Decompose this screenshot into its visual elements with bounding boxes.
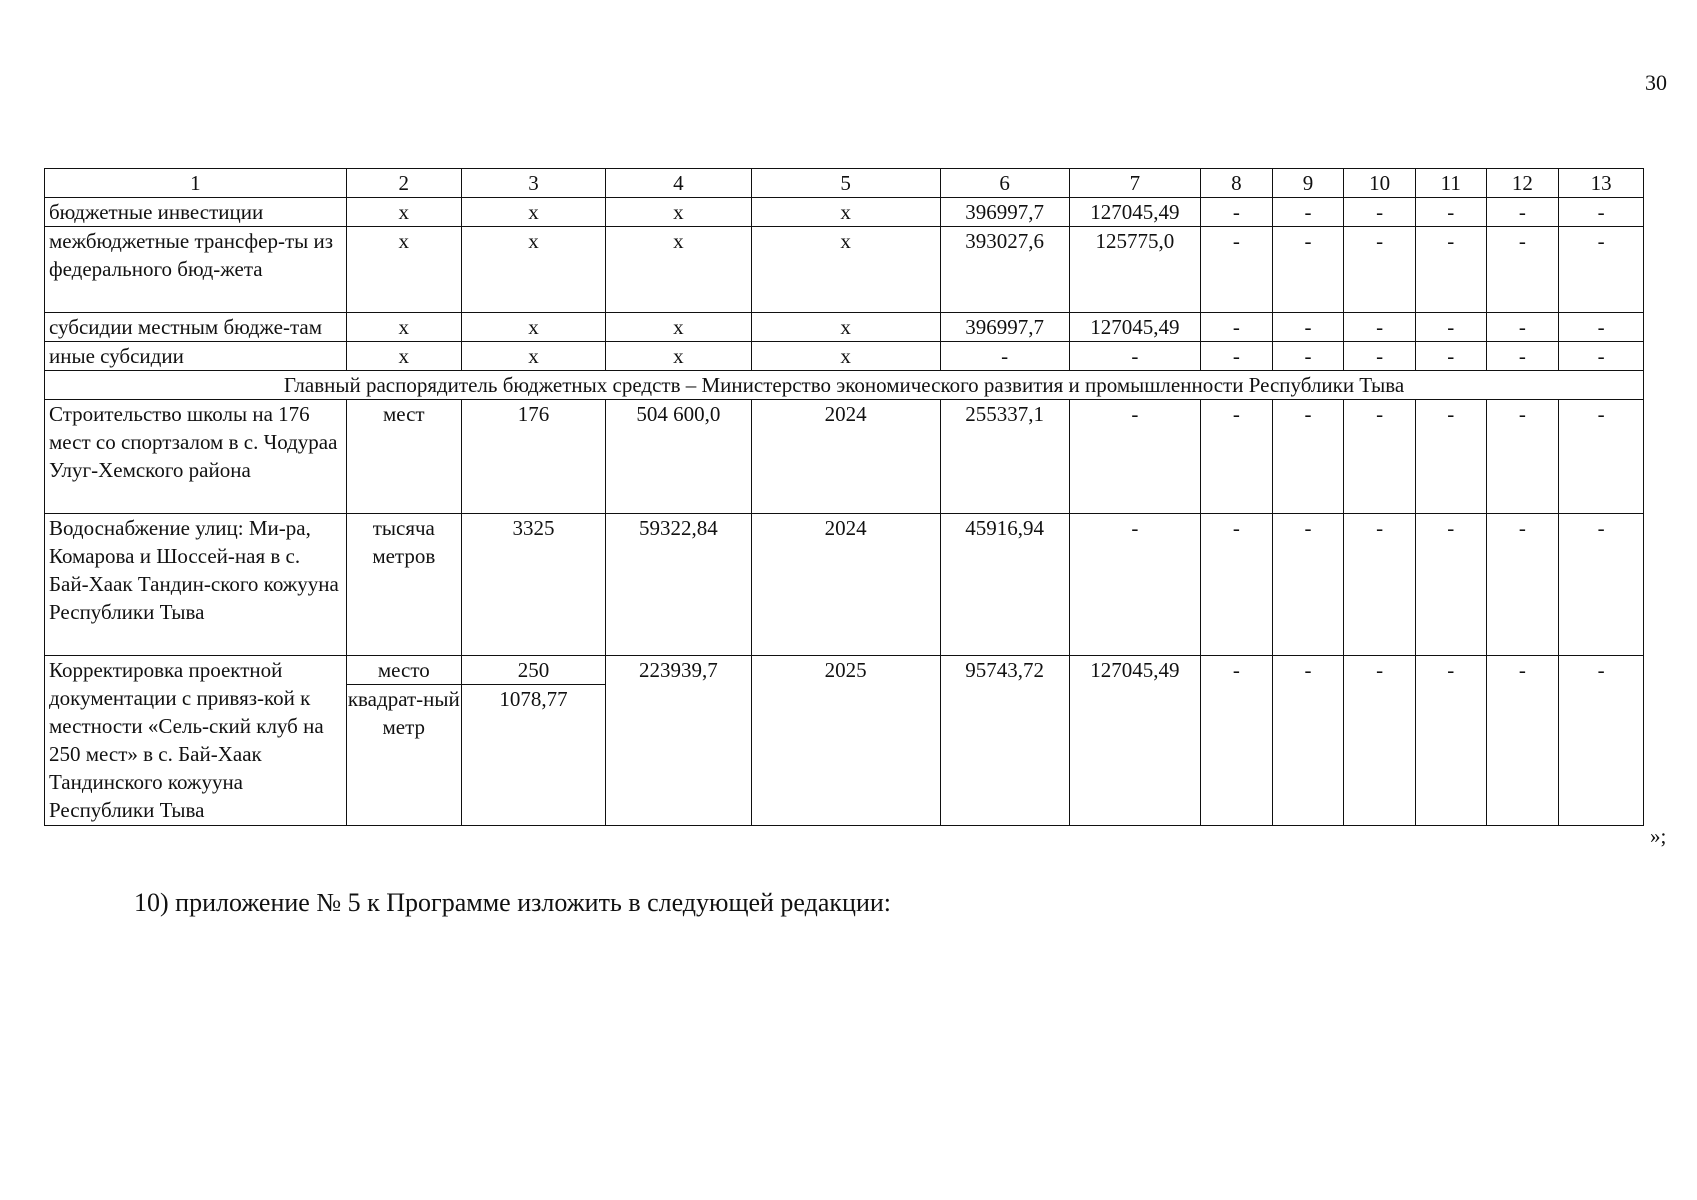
header-cell: 3 bbox=[461, 169, 605, 198]
header-cell: 4 bbox=[606, 169, 751, 198]
unit-secondary: квадрат-ный метр bbox=[347, 687, 460, 739]
amendment-note: 10) приложение № 5 к Программе изложить в следующей редакции: bbox=[134, 888, 891, 917]
cell: - bbox=[1201, 313, 1273, 342]
project-name: Строительство школы на 176 мест со спортзалом в с. Чодураа Улуг-Хемского района bbox=[45, 400, 347, 514]
cell: - bbox=[1272, 400, 1344, 514]
cell: - bbox=[1486, 656, 1559, 826]
cell: - bbox=[1415, 227, 1486, 313]
header-cell: 7 bbox=[1069, 169, 1200, 198]
project-name: Водоснабжение улиц: Ми-ра, Комарова и Шоссей-ная в с. Бай-Хаак Тандин-ского кожууна Республики Тыва bbox=[45, 514, 347, 656]
table-header-row bbox=[45, 169, 1644, 198]
cell: х bbox=[751, 227, 940, 313]
cell: 393027,6 bbox=[940, 227, 1069, 313]
cell: - bbox=[1344, 342, 1416, 371]
cell: х bbox=[751, 342, 940, 371]
cell: - bbox=[1415, 400, 1486, 514]
cell: - bbox=[1272, 198, 1344, 227]
cell: 2024 bbox=[751, 400, 940, 514]
qty-cell bbox=[461, 656, 605, 826]
cell: - bbox=[1201, 198, 1273, 227]
cell: 255337,1 bbox=[940, 400, 1069, 514]
cell: 45916,94 bbox=[940, 514, 1069, 656]
qty-primary: 250 bbox=[462, 656, 605, 685]
row-name: межбюджетные трансфер-ты из федерального бюд-жета bbox=[45, 227, 347, 313]
unit-cell bbox=[346, 656, 461, 826]
cell: - bbox=[1344, 227, 1416, 313]
cell: 504 600,0 bbox=[606, 400, 751, 514]
header-cell: 11 bbox=[1415, 169, 1486, 198]
table-row bbox=[45, 342, 1644, 371]
cell: 127045,49 bbox=[1069, 198, 1200, 227]
cell: х bbox=[461, 198, 605, 227]
cell: - bbox=[1415, 514, 1486, 656]
cell: х bbox=[606, 227, 751, 313]
cell: - bbox=[1201, 227, 1273, 313]
cell: х bbox=[346, 313, 461, 342]
cell: 59322,84 bbox=[606, 514, 751, 656]
budget-table bbox=[44, 168, 1644, 826]
table-row bbox=[45, 514, 1644, 656]
cell: 127045,49 bbox=[1069, 656, 1200, 826]
cell: - bbox=[1272, 656, 1344, 826]
cell: - bbox=[1272, 313, 1344, 342]
header-cell: 13 bbox=[1559, 169, 1644, 198]
table-row bbox=[45, 198, 1644, 227]
cell: - bbox=[1486, 313, 1559, 342]
cell: 127045,49 bbox=[1069, 313, 1200, 342]
cell: - bbox=[1559, 656, 1644, 826]
cell: - bbox=[1486, 227, 1559, 313]
cell: - bbox=[1486, 342, 1559, 371]
section-title: Главный распорядитель бюджетных средств – Министерство экономического развития и промышленности Республики Тыва bbox=[45, 371, 1644, 400]
cell: мест bbox=[346, 400, 461, 514]
table-row bbox=[45, 227, 1644, 313]
cell: 3325 bbox=[461, 514, 605, 656]
header-cell: 6 bbox=[940, 169, 1069, 198]
cell: - bbox=[1201, 342, 1273, 371]
header-cell: 10 bbox=[1344, 169, 1416, 198]
cell: - bbox=[1201, 514, 1273, 656]
cell: х bbox=[346, 227, 461, 313]
cell: - bbox=[1069, 400, 1200, 514]
header-cell: 2 bbox=[346, 169, 461, 198]
table-row bbox=[45, 313, 1644, 342]
cell: х bbox=[606, 198, 751, 227]
cell: - bbox=[1486, 400, 1559, 514]
cell: - bbox=[1559, 227, 1644, 313]
cell: - bbox=[1069, 342, 1200, 371]
row-name: иные субсидии bbox=[45, 342, 347, 371]
cell: - bbox=[1201, 400, 1273, 514]
header-cell: 9 bbox=[1272, 169, 1344, 198]
cell: - bbox=[940, 342, 1069, 371]
cell: 396997,7 bbox=[940, 313, 1069, 342]
cell: х bbox=[461, 227, 605, 313]
row-name: субсидии местным бюдже-там bbox=[45, 313, 347, 342]
cell: - bbox=[1559, 400, 1644, 514]
cell: - bbox=[1344, 198, 1416, 227]
cell: - bbox=[1486, 198, 1559, 227]
cell: х bbox=[461, 342, 605, 371]
cell: х bbox=[751, 198, 940, 227]
cell: - bbox=[1272, 342, 1344, 371]
cell: х bbox=[606, 313, 751, 342]
header-cell: 1 bbox=[45, 169, 347, 198]
cell: - bbox=[1486, 514, 1559, 656]
header-cell: 5 bbox=[751, 169, 940, 198]
project-name: Корректировка проектной документации с привяз-кой к местности «Сель-ский клуб на 250 мест» в с. Бай-Хаак Тандинского кожууна Республики Тыва bbox=[45, 656, 347, 826]
cell: 2025 bbox=[751, 656, 940, 826]
cell: - bbox=[1344, 656, 1416, 826]
cell: - bbox=[1559, 313, 1644, 342]
unit-primary: место bbox=[347, 656, 461, 685]
section-row bbox=[45, 371, 1644, 400]
cell: х bbox=[346, 342, 461, 371]
header-cell: 12 bbox=[1486, 169, 1559, 198]
cell: 2024 bbox=[751, 514, 940, 656]
cell: - bbox=[1272, 514, 1344, 656]
page-number: 30 bbox=[1645, 70, 1667, 95]
cell: 95743,72 bbox=[940, 656, 1069, 826]
cell: - bbox=[1272, 227, 1344, 313]
cell: - bbox=[1344, 313, 1416, 342]
cell: - bbox=[1559, 198, 1644, 227]
cell: - bbox=[1069, 514, 1200, 656]
cell: - bbox=[1415, 313, 1486, 342]
cell: х bbox=[346, 198, 461, 227]
cell: х bbox=[606, 342, 751, 371]
cell: тысяча метров bbox=[346, 514, 461, 656]
cell: - bbox=[1201, 656, 1273, 826]
cell: х bbox=[751, 313, 940, 342]
row-name: бюджетные инвестиции bbox=[45, 198, 347, 227]
closing-quote-mark: »; bbox=[1650, 824, 1667, 848]
cell: - bbox=[1415, 656, 1486, 826]
cell: - bbox=[1559, 342, 1644, 371]
cell: 176 bbox=[461, 400, 605, 514]
cell: 125775,0 bbox=[1069, 227, 1200, 313]
cell: 223939,7 bbox=[606, 656, 751, 826]
cell: 396997,7 bbox=[940, 198, 1069, 227]
cell: х bbox=[461, 313, 605, 342]
cell: - bbox=[1415, 342, 1486, 371]
cell: - bbox=[1559, 514, 1644, 656]
header-cell: 8 bbox=[1201, 169, 1273, 198]
table-row bbox=[45, 656, 1644, 826]
cell: - bbox=[1415, 198, 1486, 227]
table-row bbox=[45, 400, 1644, 514]
cell: - bbox=[1344, 400, 1416, 514]
cell: - bbox=[1344, 514, 1416, 656]
qty-secondary: 1078,77 bbox=[499, 687, 568, 711]
